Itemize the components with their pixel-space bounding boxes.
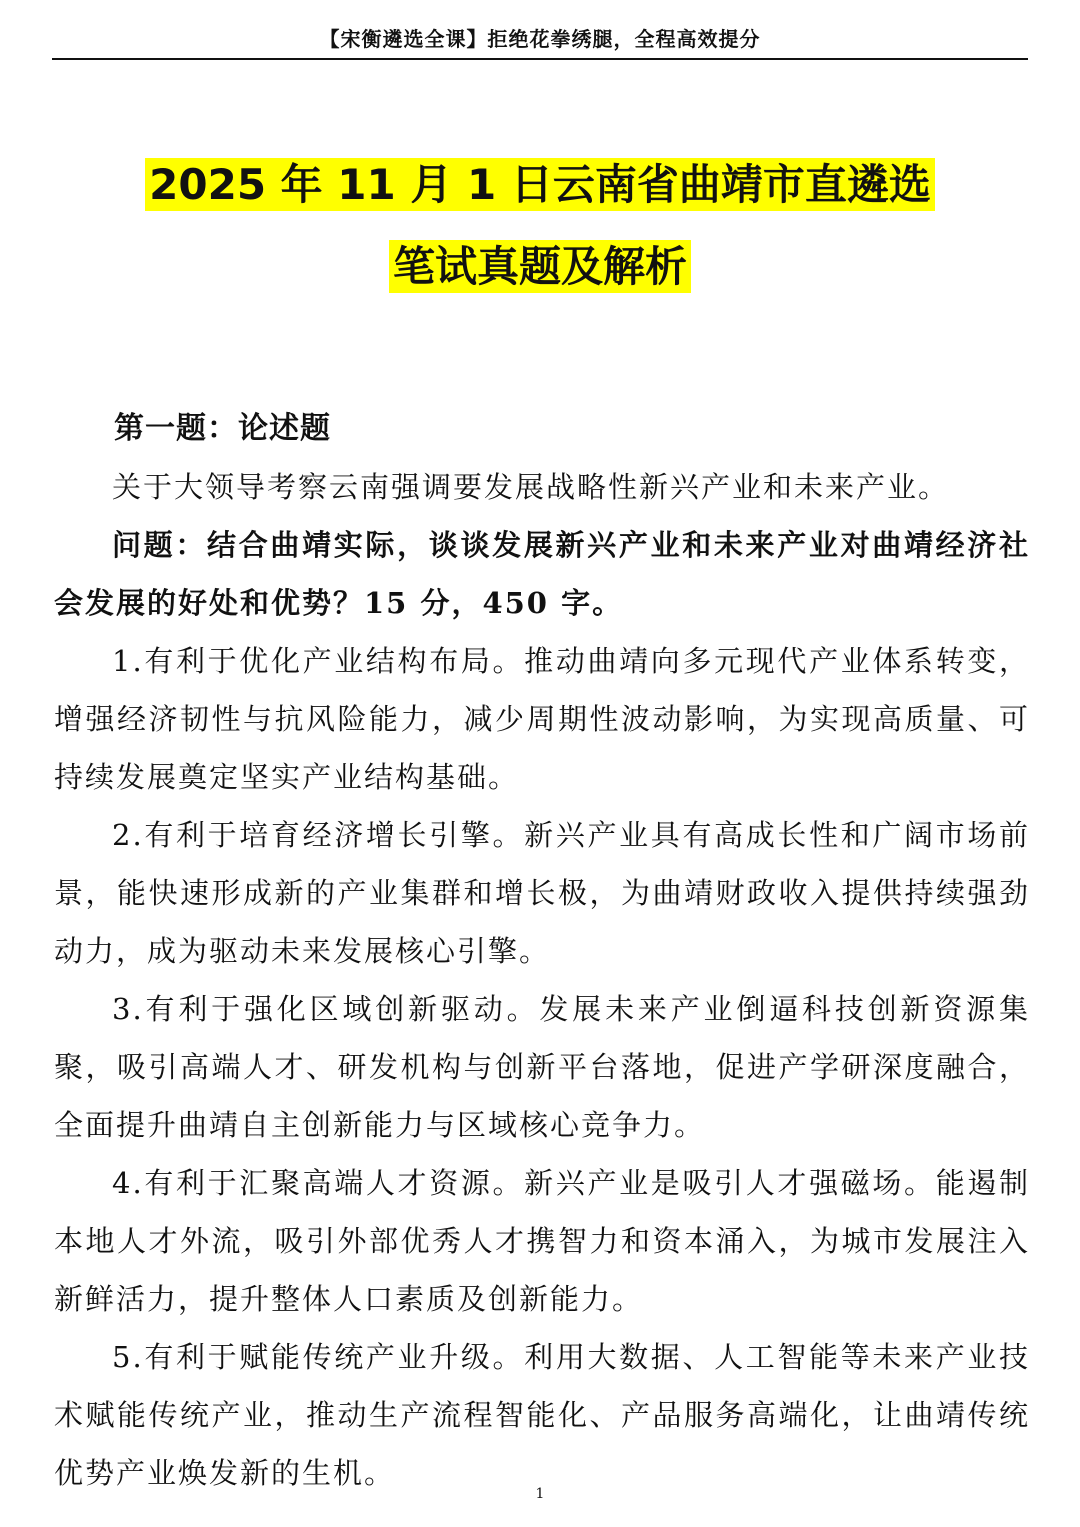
document-body [54, 400, 1030, 1502]
document-title-line-1 [0, 150, 1080, 220]
answer-point-1: 1.有利于优化产业结构布局。推动曲靖向多元现代产业体系转变，增强经济韧性与抗风险能力，减少周期性波动影响，为实现高质量、可持续发展奠定坚实产业结构基础。 [54, 644, 1030, 794]
document-title-line-2 [0, 232, 1080, 302]
title-highlight-1: 2025 年 11 月 1 日云南省曲靖市直遴选 [145, 158, 935, 211]
answer-point-2: 2.有利于培育经济增长引擎。新兴产业具有高成长性和广阔市场前景，能快速形成新的产业集群和增长极，为曲靖财政收入提供持续强劲动力，成为驱动未来发展核心引擎。 [54, 818, 1030, 968]
header-divider [52, 58, 1028, 60]
title-highlight-2: 笔试真题及解析 [389, 240, 691, 293]
question-text: 问题：结合曲靖实际，谈谈发展新兴产业和未来产业对曲靖经济社会发展的好处和优势？15 分，450 字。 [54, 528, 1030, 620]
answer-point-4: 4.有利于汇聚高端人才资源。新兴产业是吸引人才强磁场。能遏制本地人才外流，吸引外部优秀人才携智力和资本涌入，为城市发展注入新鲜活力，提升整体人口素质及创新能力。 [54, 1166, 1030, 1316]
section-background: 关于大领导考察云南强调要发展战略性新兴产业和未来产业。 [112, 470, 950, 504]
page-header: 【宋衡遴选全课】拒绝花拳绣腿，全程高效提分 [319, 27, 761, 51]
page-number: 1 [535, 1486, 545, 1502]
answer-point-5: 5.有利于赋能传统产业升级。利用大数据、人工智能等未来产业技术赋能传统产业，推动生产流程智能化、产品服务高端化，让曲靖传统优势产业焕发新的生机。 [54, 1340, 1030, 1490]
answer-point-3: 3.有利于强化区域创新驱动。发展未来产业倒逼科技创新资源集聚，吸引高端人才、研发机构与创新平台落地，促进产学研深度融合，全面提升曲靖自主创新能力与区域核心竞争力。 [54, 992, 1030, 1142]
section-heading: 第一题：论述题 [114, 411, 331, 446]
